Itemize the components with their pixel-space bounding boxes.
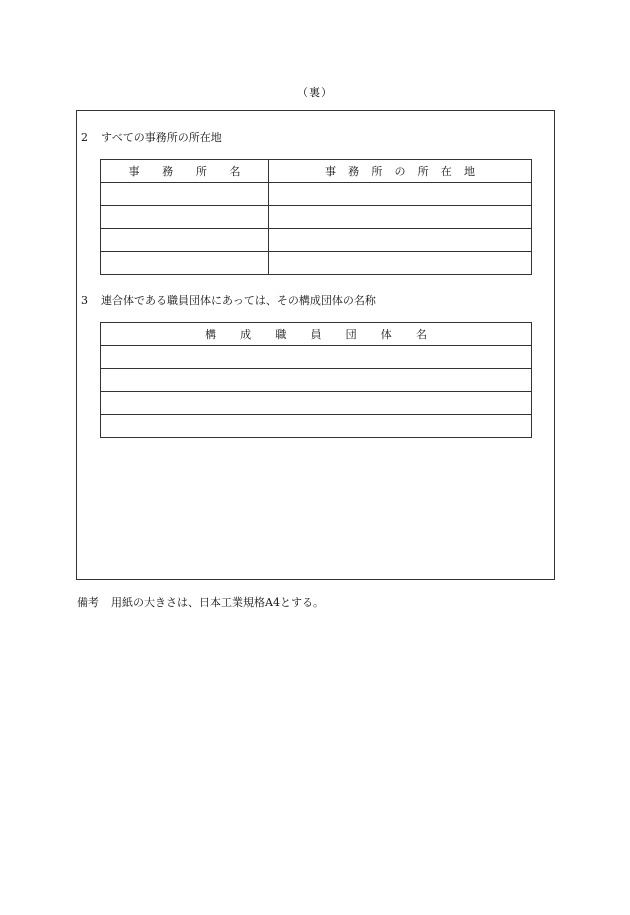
table-row bbox=[101, 392, 532, 415]
header-char: 所 bbox=[195, 165, 207, 178]
table-row bbox=[101, 369, 532, 392]
table-row bbox=[101, 252, 532, 275]
note-label: 備考 bbox=[77, 596, 99, 609]
constituent-organization-table bbox=[100, 322, 532, 438]
table-row bbox=[101, 229, 532, 252]
section-3-number: 3 bbox=[81, 294, 88, 307]
header-char: 構 bbox=[205, 328, 216, 341]
office-location-cell[interactable] bbox=[269, 252, 532, 275]
office-name-cell[interactable] bbox=[101, 252, 269, 275]
table-header-row bbox=[101, 160, 532, 183]
section-2-number: 2 bbox=[81, 131, 88, 144]
section-2-title-text: すべての事務所の所在地 bbox=[101, 131, 222, 144]
constituent-organization-cell[interactable] bbox=[101, 392, 532, 415]
office-location-table bbox=[100, 159, 532, 275]
page-header: （裏） bbox=[297, 86, 333, 99]
header-char: 所 bbox=[417, 165, 429, 178]
header-char: 地 bbox=[463, 165, 475, 178]
header-char: 名 bbox=[229, 165, 241, 178]
header-char: 務 bbox=[162, 165, 174, 178]
table-row bbox=[101, 206, 532, 229]
header-char: 成 bbox=[240, 328, 252, 341]
header-char: 団 bbox=[345, 328, 357, 341]
table-row bbox=[101, 183, 532, 206]
header-char: 名 bbox=[415, 328, 427, 341]
table-row bbox=[101, 415, 532, 438]
office-location-cell[interactable] bbox=[269, 229, 532, 252]
office-location-cell[interactable] bbox=[269, 206, 532, 229]
note-text: 用紙の大きさは、日本工業規格A4とする。 bbox=[111, 596, 324, 609]
header-char: 務 bbox=[348, 165, 360, 178]
office-location-cell[interactable] bbox=[269, 183, 532, 206]
header-char: 員 bbox=[310, 328, 322, 341]
header-char: 事 bbox=[325, 165, 336, 178]
header-char: 在 bbox=[440, 165, 452, 178]
constituent-organization-header bbox=[101, 323, 532, 346]
footer-note bbox=[77, 594, 324, 610]
section-3-title-text: 連合体である職員団体にあっては、その構成団体の名称 bbox=[101, 294, 376, 307]
constituent-organization-cell[interactable] bbox=[101, 415, 532, 438]
header-char: 事 bbox=[128, 165, 140, 178]
office-name-cell[interactable] bbox=[101, 206, 269, 229]
header-char: 所 bbox=[371, 165, 383, 178]
constituent-organization-cell[interactable] bbox=[101, 346, 532, 369]
office-name-header bbox=[101, 160, 269, 183]
constituent-organization-cell[interactable] bbox=[101, 369, 532, 392]
header-char: の bbox=[394, 165, 406, 178]
table-row bbox=[101, 346, 532, 369]
office-location-header bbox=[269, 160, 532, 183]
section-3-title bbox=[81, 292, 376, 308]
header-char: 体 bbox=[380, 328, 392, 341]
table-header-row bbox=[101, 323, 532, 346]
office-name-cell[interactable] bbox=[101, 183, 269, 206]
header-char: 職 bbox=[275, 328, 287, 341]
office-name-cell[interactable] bbox=[101, 229, 269, 252]
section-2-title bbox=[81, 129, 222, 145]
